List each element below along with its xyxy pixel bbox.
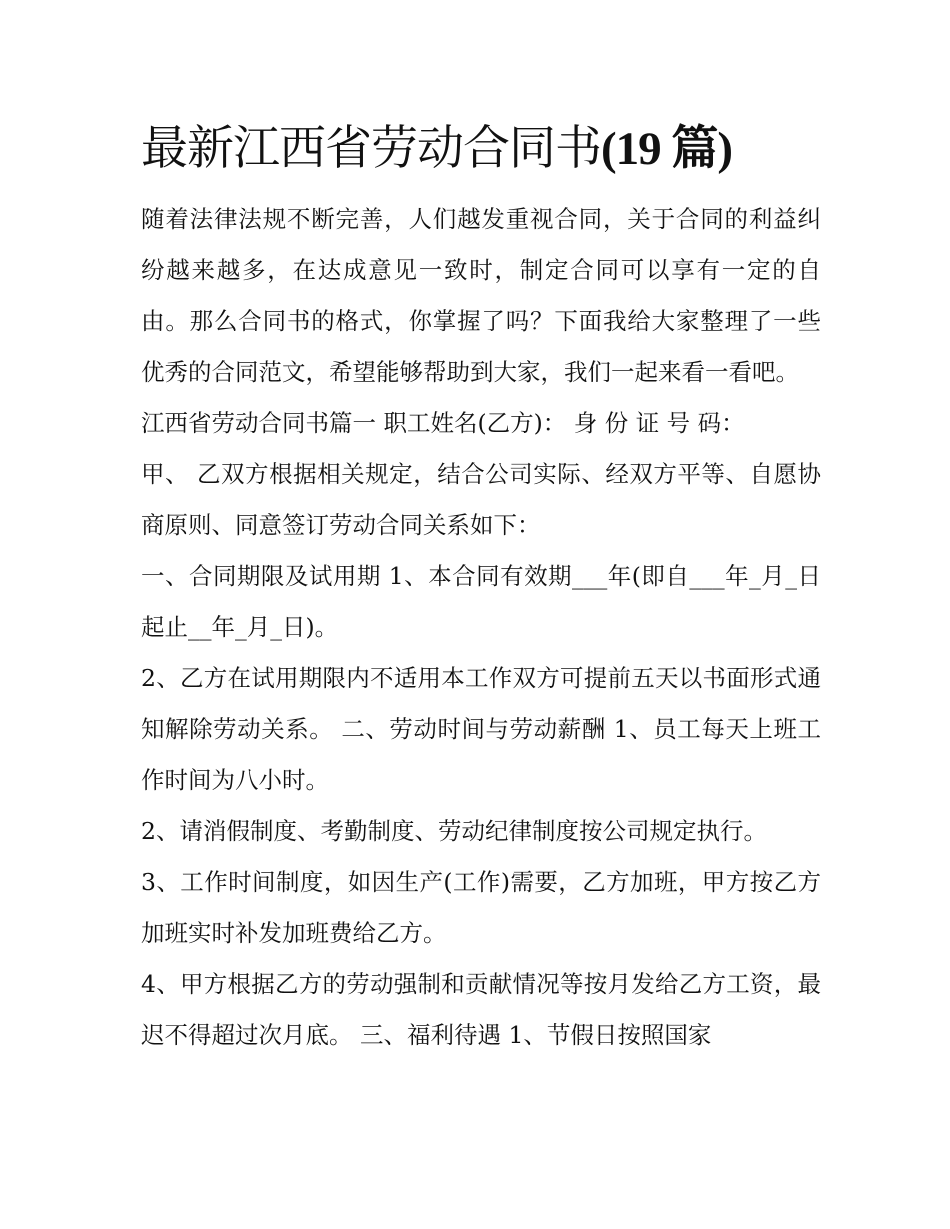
intro-paragraph: 随着法律法规不断完善，人们越发重视合同，关于合同的利益纠纷越来越多，在达成意见一致时，制定合同可以享有一定的自由。那么合同书的格式，你掌握了吗？下面我给大家整理了一些优秀的合同范文，希望能够帮助到大家，我们一起来看一看吧。 bbox=[141, 205, 821, 386]
document-page bbox=[141, 118, 821, 1061]
document-title bbox=[141, 118, 821, 180]
title-count: (19 篇) bbox=[601, 123, 733, 175]
overtime-paragraph: 3、工作时间制度，如因生产(工作)需要，乙方加班，甲方按乙方加班实时补发加班费给乙方。 bbox=[141, 868, 821, 947]
title-main: 最新江西省劳动合同书 bbox=[141, 121, 601, 176]
contract-header-paragraph: 江西省劳动合同书篇一 职工姓名(乙方)： 身 份 证 号 码： bbox=[141, 409, 745, 437]
leave-policy-paragraph: 2、请消假制度、考勤制度、劳动纪律制度按公司规定执行。 bbox=[141, 817, 767, 845]
agreement-paragraph: 甲、 乙双方根据相关规定，结合公司实际、经双方平等、自愿协商原则、同意签订劳动合同关系如下： bbox=[141, 460, 821, 539]
salary-paragraph: 4、甲方根据乙方的劳动强制和贡献情况等按月发给乙方工资，最迟不得超过次月底。 三、福利待遇 1、节假日按照国家 bbox=[141, 970, 821, 1049]
probation-paragraph: 2、乙方在试用期限内不适用本工作双方可提前五天以书面形式通知解除劳动关系。 二、劳动时间与劳动薪酬 1、员工每天上班工作时间为八小时。 bbox=[141, 664, 821, 794]
term-paragraph: 一、合同期限及试用期 1、本合同有效期___年(即自___年_月_日起止__年_月_日)。 bbox=[141, 562, 821, 641]
